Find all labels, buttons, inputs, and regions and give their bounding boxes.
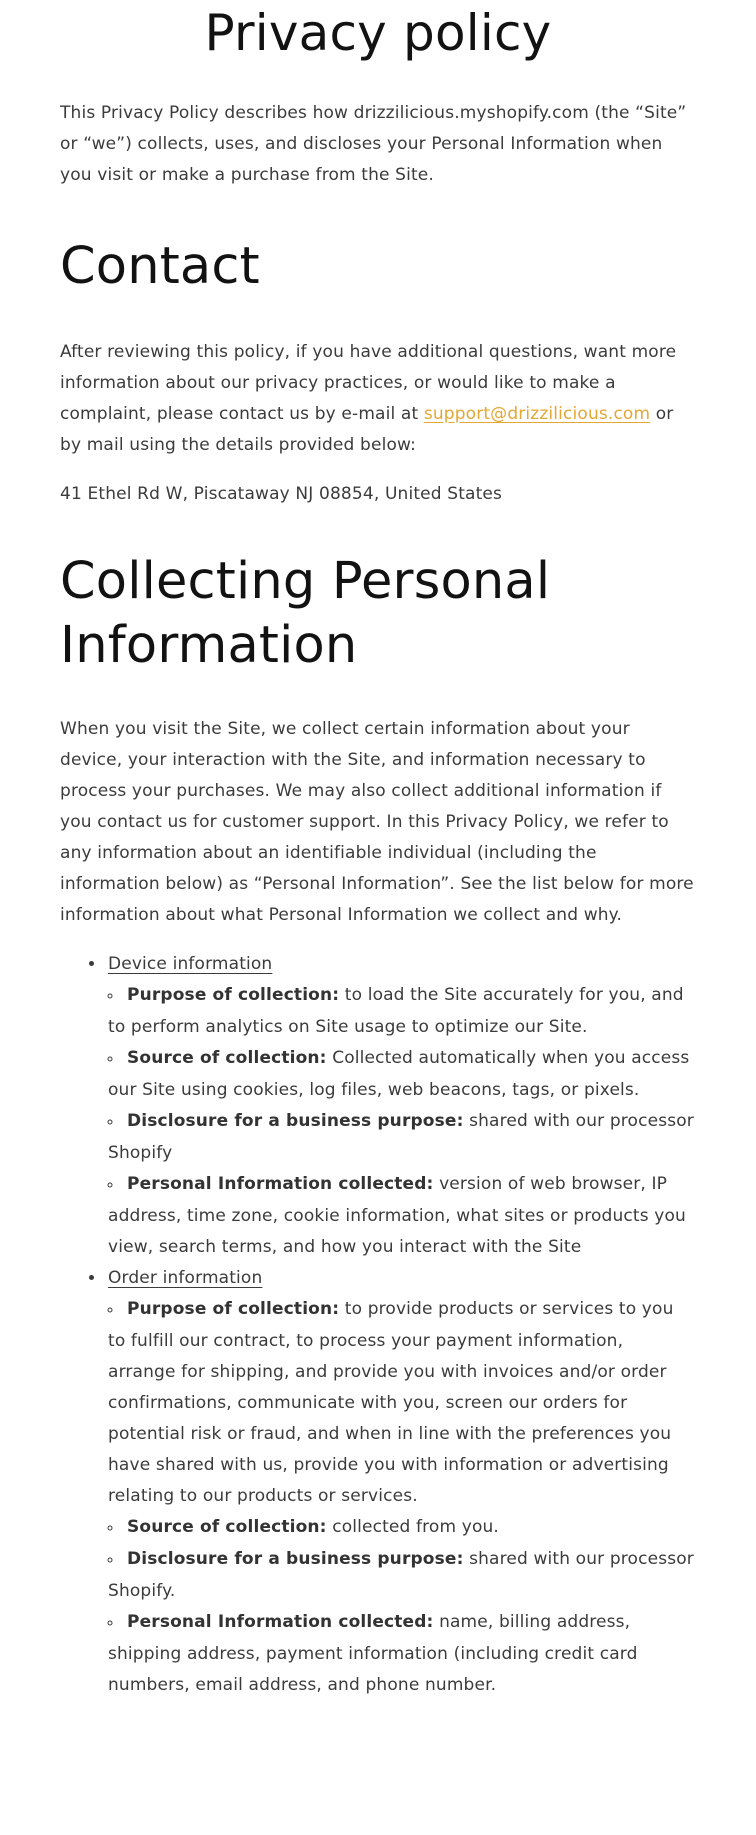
collecting-heading: Collecting Personal Information [60, 552, 551, 675]
contact-text-before: After reviewing this policy, if you have additional questions, want more information about our privacy practices, or would like to make a complaint, please contact us by e-mail at [60, 342, 677, 424]
detail-item [108, 1169, 696, 1263]
category-details-list [108, 980, 696, 1263]
category-title: Order information [108, 1268, 263, 1288]
detail-item [108, 1043, 696, 1106]
category-device-information [106, 949, 696, 1263]
intro-paragraph: This Privacy Policy describes how drizzilicious.myshopify.com (the “Site” or “we”) collects, uses, and discloses your Personal Information when you visit or make a purchase from the Site. [60, 103, 687, 185]
detail-label: Disclosure for a business purpose: [127, 1549, 464, 1569]
category-details-list [108, 1294, 696, 1701]
detail-text: name, billing address, shipping address, payment information (including credit card numbers, email address, and phone number. [108, 1612, 638, 1695]
detail-item [108, 1544, 696, 1607]
detail-item [108, 1512, 696, 1544]
detail-item [108, 1294, 696, 1512]
detail-item [108, 980, 696, 1043]
detail-text: shared with our processor Shopify. [108, 1549, 694, 1601]
contact-paragraph [60, 337, 696, 461]
detail-item [108, 1607, 696, 1701]
mailing-address: 41 Ethel Rd W, Piscataway NJ 08854, United States [60, 484, 503, 504]
policy-content [60, 0, 696, 1701]
detail-label: Purpose of collection: [127, 985, 340, 1005]
detail-text: Collected automatically when you access our Site using cookies, log files, web beacons, tags, or pixels. [108, 1048, 690, 1100]
detail-label: Purpose of collection: [127, 1299, 340, 1319]
detail-label: Source of collection: [127, 1048, 327, 1068]
detail-label: Disclosure for a business purpose: [127, 1111, 464, 1131]
detail-label: Personal Information collected: [127, 1174, 434, 1194]
detail-text: version of web browser, IP address, time zone, cookie information, what sites or products you view, search terms, and how you interact with the Site [108, 1174, 686, 1257]
support-email-link[interactable]: support@drizzilicious.com [423, 404, 651, 424]
category-order-information [106, 1263, 696, 1701]
detail-text: to load the Site accurately for you, and to perform analytics on Site usage to optimize our Site. [108, 985, 684, 1037]
detail-label: Source of collection: [127, 1517, 327, 1537]
category-title: Device information [108, 954, 273, 974]
detail-text: shared with our processor Shopify [108, 1111, 694, 1163]
detail-item [108, 1106, 696, 1169]
detail-label: Personal Information collected: [127, 1612, 434, 1632]
information-categories-list [60, 949, 696, 1701]
page-title: Privacy policy [204, 4, 552, 62]
detail-text: to provide products or services to you to fulfill our contract, to process your payment information, arrange for shipping, and provide you with invoices and/or order confirmations, communicate with you, screen our orders for potential risk or fraud, and when in line with the preferences you have shared with us, provide you with information or advertising relating to our products or services. [108, 1299, 674, 1506]
contact-text-after: or by mail using the details provided below: [60, 404, 674, 455]
contact-heading: Contact [60, 237, 260, 296]
collecting-paragraph: When you visit the Site, we collect certain information about your device, your interaction with the Site, and information necessary to process your purchases. We may also collect additional information if you contact us for customer support. In this Privacy Policy, we refer to any information about an identifiable individual (including the information below) as “Personal Information”. See the list below for more information about what Personal Information we collect and why. [60, 719, 694, 925]
detail-text: collected from you. [326, 1517, 499, 1537]
